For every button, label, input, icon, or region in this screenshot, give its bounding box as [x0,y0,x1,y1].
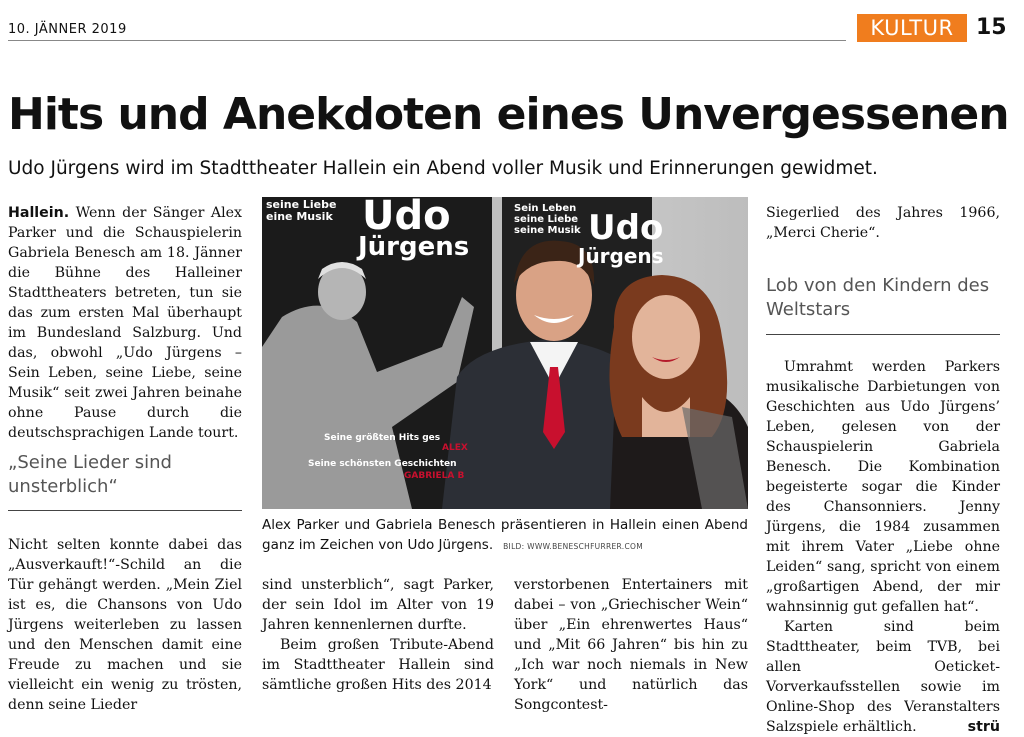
column-2 [262,575,494,695]
subheadline: Udo Jürgens wird im Stadttheater Hallein ein Abend voller Musik und Erinnerungen gewidmet. [8,158,878,179]
column-3 [514,575,748,715]
dateline: Hallein. [8,205,70,221]
column-1-intro [8,203,242,443]
body-paragraph: Karten sind beim Stadttheater, beim TVB, bei allen Oeticket-Vorverkaufsstellen sowie im Online-Shop des Veranstalters Salzspiele erhältlich. strü [766,619,1000,735]
subheading: Lob von den Kindern des Weltstars [766,275,990,320]
author-signature: strü [967,719,1000,735]
column-4-body [766,357,1000,737]
poster-right-name-1: Udo [588,208,664,248]
photo-caption [262,515,748,557]
subheading-rule [766,334,1000,335]
header-rule [8,40,846,41]
body-paragraph: Nicht selten konnte dabei das „Ausverkauft!“-Schild an die Tür gehängt werden. „Mein Ziel ist es, die Chansons von Udo Jürgens weiterleben zu lassen und den Menschen damit eine Freude zu machen und sie vielleicht ein wenig zu trösten, denn seine Lieder [8,537,242,713]
section-label: KULTUR [857,14,967,42]
photo-credit: BILD: WWW.BENESCHFURRER.COM [503,542,643,551]
poster-left-line-4: GABRIELA B [404,471,465,481]
issue-date: 10. JÄNNER 2019 [8,22,127,37]
pull-quote-rule [8,510,242,511]
poster-left-line-1: Seine größten Hits ges [324,433,441,443]
body-paragraph: verstorbenen Entertainers mit dabei – von „Griechischer Wein“ über „Ein ehrenwertes Haus“ und „Mit 66 Jahren“ bis hin zu „Ich war noch niemals in New York“ und natürlich das Songcontest- [514,577,748,713]
body-paragraph: Siegerlied des Jahres 1966, „Merci Cherie“. [766,205,1000,241]
poster-right-name-2: Jürgens [578,244,664,268]
page-number: 15 [976,15,1007,40]
poster-left-name-2: Jürgens [358,232,470,262]
intro-text: Wenn der Sänger Alex Parker und die Schauspielerin Gabriela Benesch am 18. Jänner die Bühne des Halleiner Stadttheaters betreten, tun sie das zum ersten Mal überhaupt im Bundesland Salzburg. Und das, obwohl „Udo Jürgens – Sein Leben, seine Liebe, seine Musik“ seit zwei Jahren beinahe ohne Pause durch die deutschsprachigen Lande tourt. [8,205,242,441]
poster-right-tagline: Sein Leben seine Liebe seine Musik [514,203,581,236]
poster-left-name-1: Udo [362,197,451,239]
poster-left-line-3: Seine schönsten Geschichten [308,459,457,469]
column-1-body [8,535,242,715]
headline: Hits und Anekdoten eines Unvergessenen [8,89,1009,140]
body-paragraph: sind unsterblich“, sagt Parker, der sein Idol im Alter von 19 Jahren kennenlernen durfte. [262,577,494,633]
article-photo [262,197,748,509]
body-paragraph: Umrahmt werden Parkers musikalische Darbietungen von Geschichten aus Udo Jürgens’ Leben, gelesen von der Schauspielerin Gabriela Benesch. Die Kombination begeisterte sogar die Kinder des Chansonniers. Jenny Jürgens, die 1984 zusammen mit ihrem Vater „Liebe ohne Leiden“ sang, spricht von einem „großartigen Abend, der mir wahnsinnig gut gefallen hat“. [766,359,1000,615]
pull-quote: „Seine Lieder sind unsterblich“ [8,452,172,497]
column-4-top [766,203,1000,243]
caption-text: Alex Parker und Gabriela Benesch präsentieren in Hallein einen Abend ganz im Zeichen von Udo Jürgens. [262,517,748,553]
poster-left-tagline: seine Liebe eine Musik [266,198,337,223]
body-paragraph: Beim großen Tribute-Abend im Stadttheater Hallein sind sämtliche großen Hits des 2014 [262,637,494,693]
poster-left-line-2: ALEX [442,443,468,453]
